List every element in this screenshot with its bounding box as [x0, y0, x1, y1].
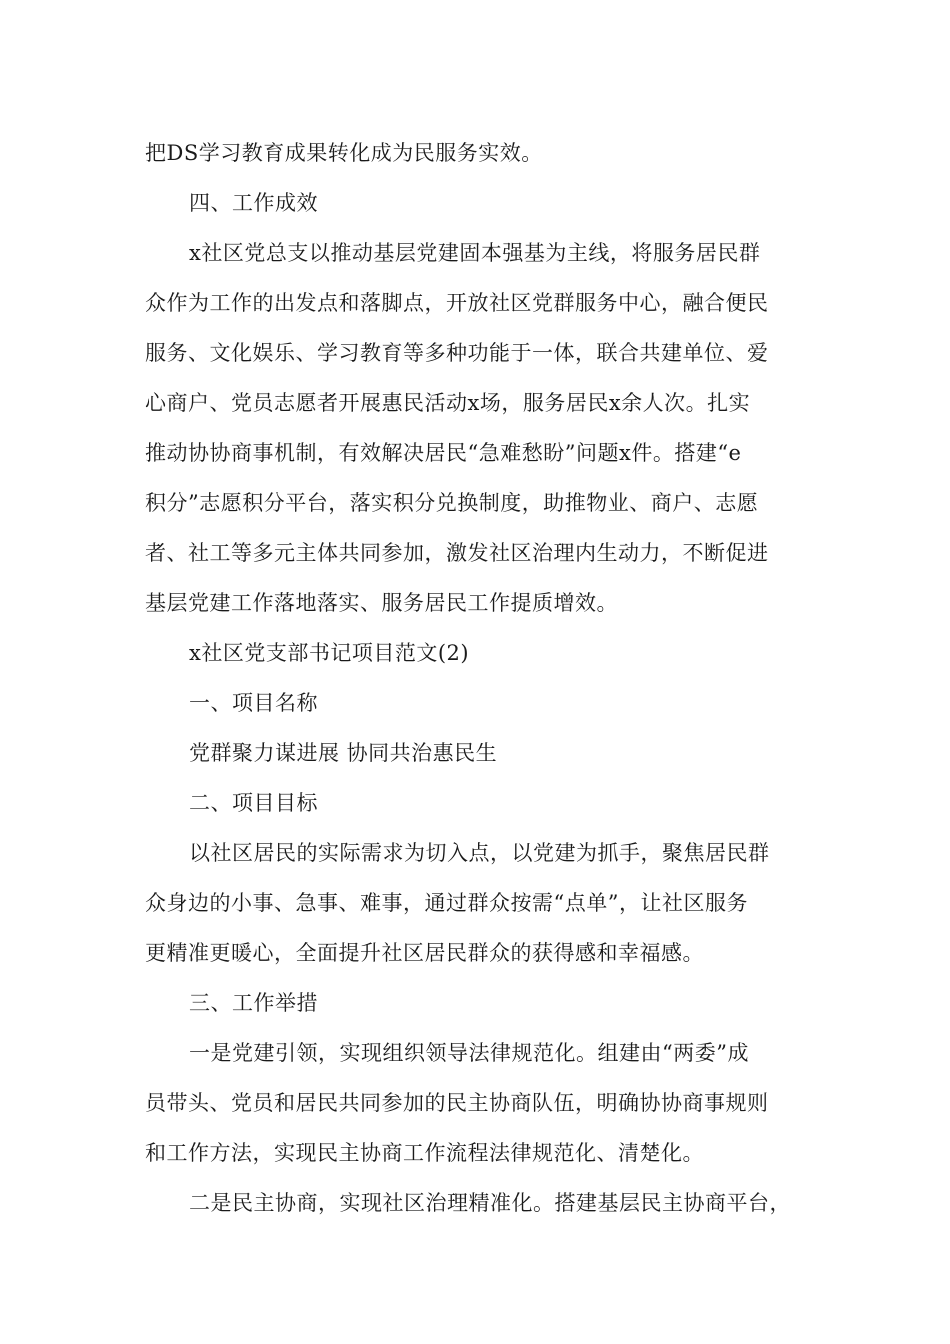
text-line: 把DS学习教育成果转化成为民服务实效。 — [145, 141, 543, 165]
text-line: x社区党总支以推动基层党建固本强基为主线，将服务居民群 — [189, 241, 761, 265]
section-heading: 四、工作成效 — [189, 191, 318, 215]
document-page — [145, 128, 825, 1228]
section-heading: 一、项目名称 — [189, 691, 318, 715]
text-line: 二是民主协商，实现社区治理精准化。搭建基层民主协商平台， — [189, 1191, 791, 1215]
text-line: 服务、文化娱乐、学习教育等多种功能于一体，联合共建单位、爱 — [145, 341, 769, 365]
text-line: 一是党建引领，实现组织领导法律规范化。组建由“两委”成 — [189, 1041, 749, 1065]
text-line: 心商户、党员志愿者开展惠民活动x场，服务居民x余人次。扎实 — [145, 391, 751, 415]
text-line: 以社区居民的实际需求为切入点，以党建为抓手，聚焦居民群 — [189, 841, 770, 865]
text-line: 积分”志愿积分平台，落实积分兑换制度，助推物业、商户、志愿 — [145, 491, 759, 515]
text-line: 基层党建工作落地落实、服务居民工作提质增效。 — [145, 591, 618, 615]
section-heading: 三、工作举措 — [189, 991, 318, 1015]
section-heading: 二、项目目标 — [189, 791, 318, 815]
text-line: 推动协协商事机制，有效解决居民“急难愁盼”问题x件。搭建“e — [145, 441, 742, 465]
text-line: 者、社工等多元主体共同参加，激发社区治理内生动力，不断促进 — [145, 541, 769, 565]
project-name: 党群聚力谋进展 协同共治惠民生 — [189, 741, 498, 765]
text-line: 和工作方法，实现民主协商工作流程法律规范化、清楚化。 — [145, 1141, 704, 1165]
text-line: 众作为工作的出发点和落脚点，开放社区党群服务中心，融合便民 — [145, 291, 769, 315]
document-subtitle: x社区党支部书记项目范文(2) — [189, 641, 470, 665]
text-line: 更精准更暖心，全面提升社区居民群众的获得感和幸福感。 — [145, 941, 704, 965]
text-line: 众身边的小事、急事、难事，通过群众按需“点单”，让社区服务 — [145, 891, 748, 915]
text-line: 员带头、党员和居民共同参加的民主协商队伍，明确协协商事规则 — [145, 1091, 769, 1115]
